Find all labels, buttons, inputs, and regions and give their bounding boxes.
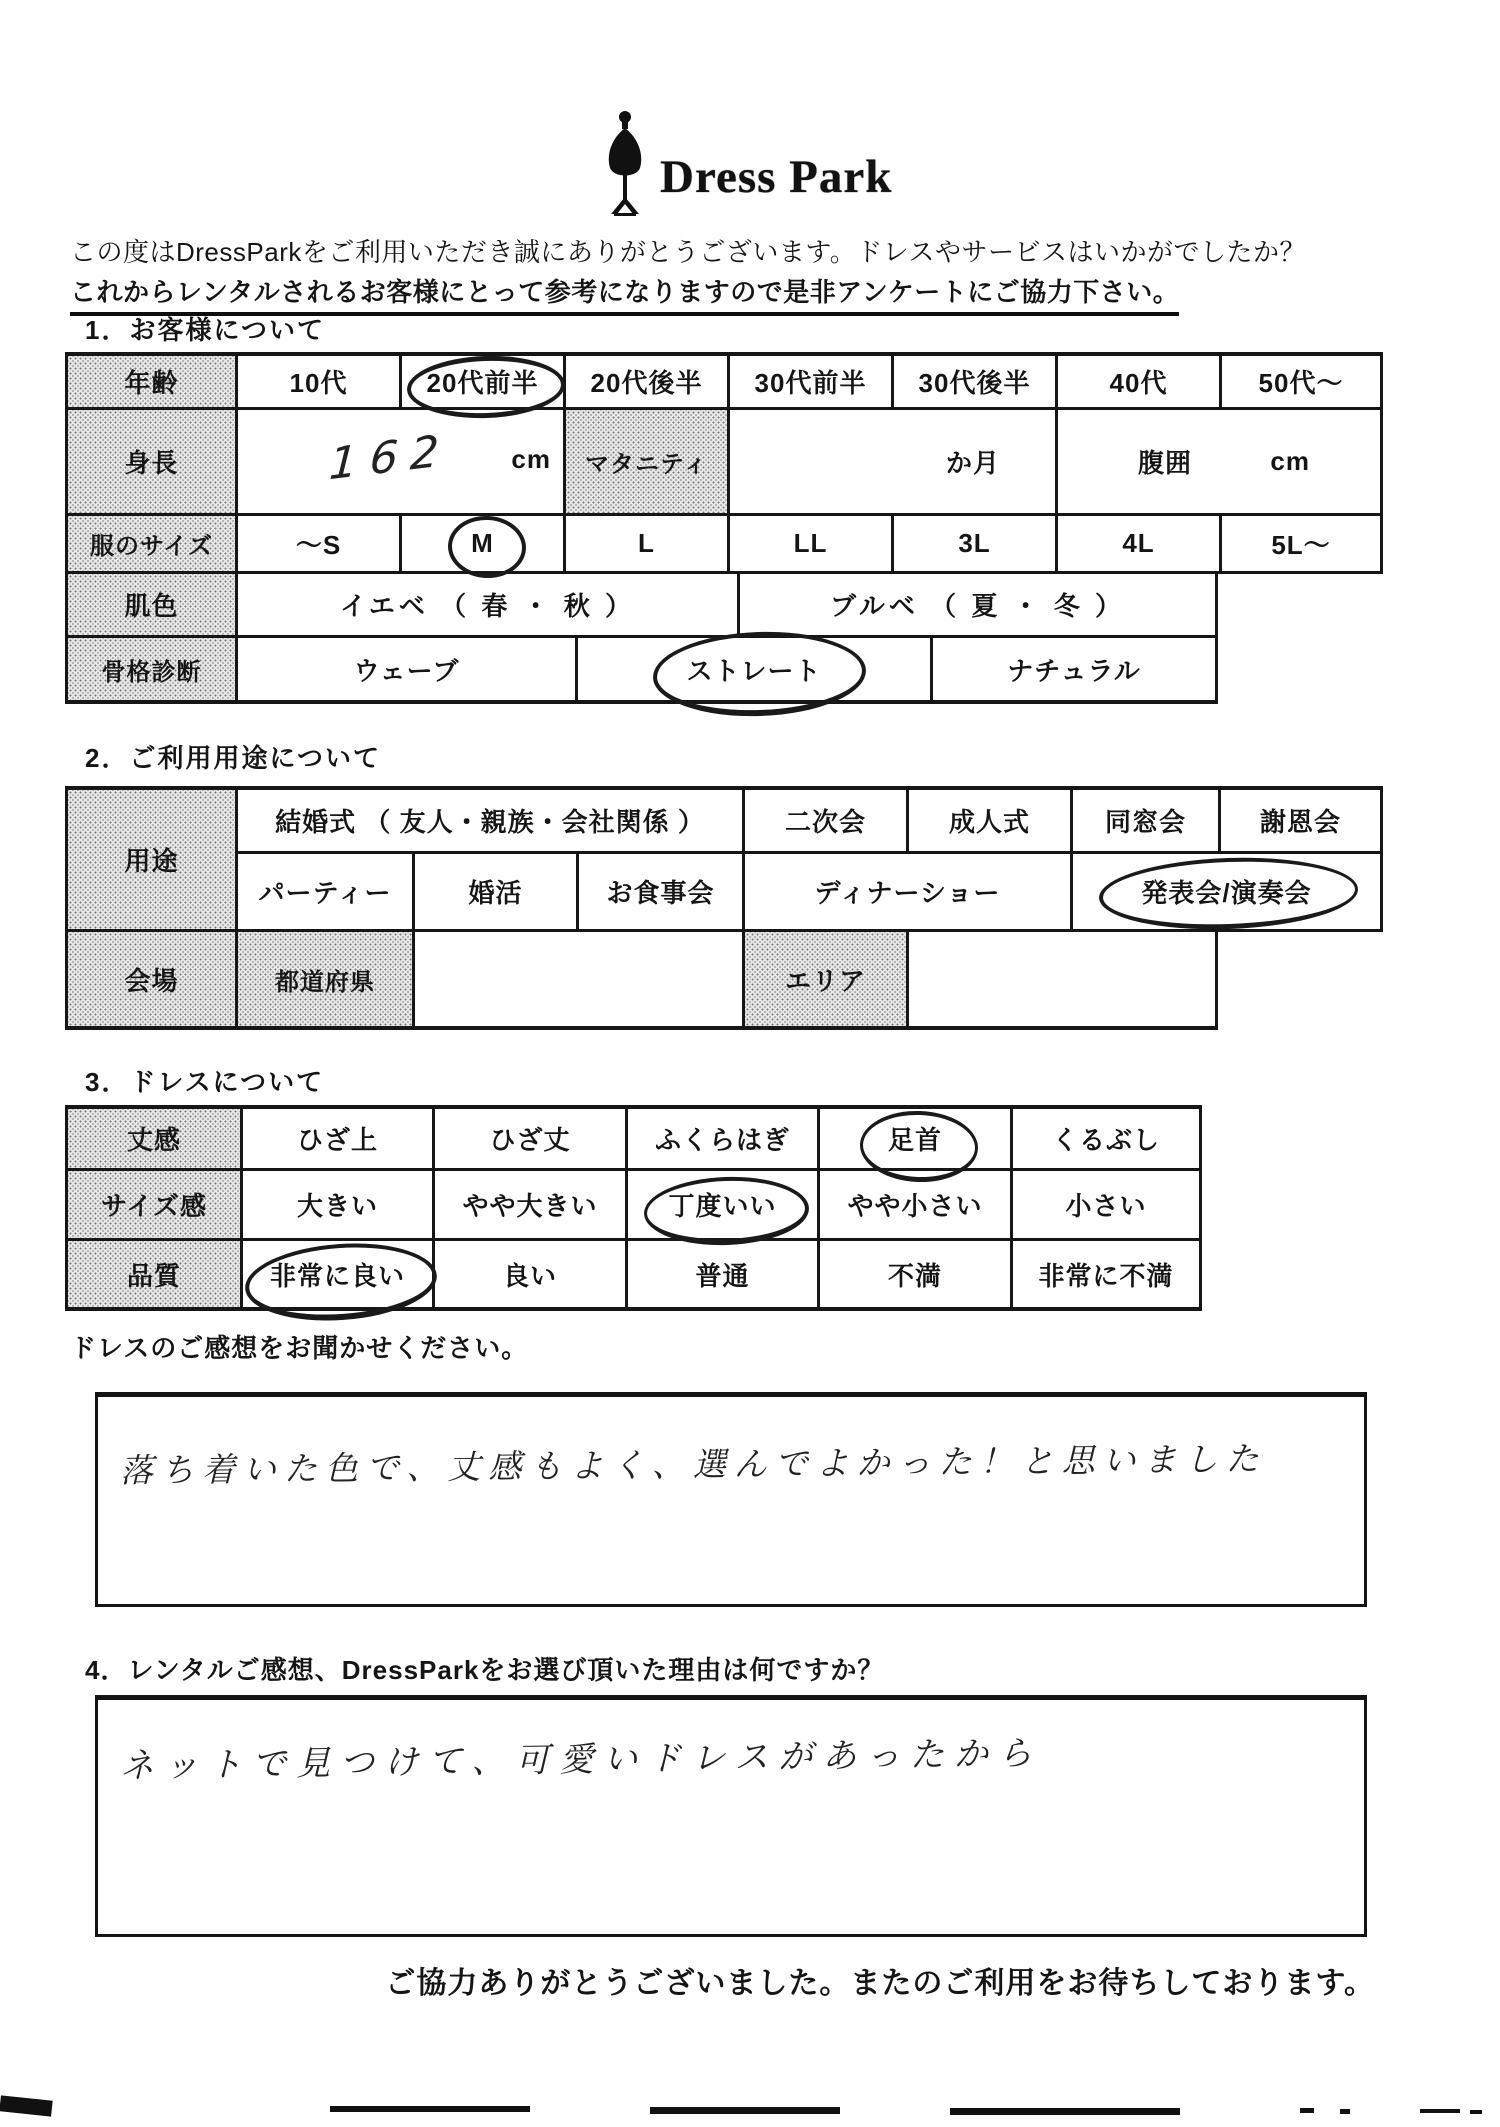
section2-title: 2．ご利用用途について <box>85 743 381 773</box>
frame-option-natural: ナチュラル <box>930 638 1218 704</box>
section4-title: 4．レンタルご感想、DressParkをお選び頂いた理由は何ですか？ <box>85 1655 885 1685</box>
logo <box>598 110 892 225</box>
purpose-row-1 <box>235 786 1383 854</box>
frame-row-label: 骨格診断 <box>65 638 235 704</box>
purpose-option-coming-of-age: 成人式 <box>906 786 1070 854</box>
venue-row <box>65 932 1383 1030</box>
size-row-label: 服のサイズ <box>65 516 235 574</box>
waist-unit: cm <box>1270 446 1310 476</box>
size-option-4l: 4L <box>1055 516 1219 574</box>
quality-option-very-good: 非常に良い <box>240 1241 432 1311</box>
purpose-option-thanks-party: 謝恩会 <box>1218 786 1383 854</box>
size-option-ll: LL <box>727 516 891 574</box>
length-row <box>65 1105 1202 1171</box>
purpose-row-label: 用途 <box>65 786 235 932</box>
fit-option-just-right: 丁度いい <box>625 1171 817 1241</box>
purpose-option-wedding: 結婚式 （ 友人・親族・会社関係 ） <box>235 786 742 854</box>
age-option-late30s: 30代後半 <box>891 352 1055 410</box>
size-option-5l: 5L～ <box>1219 516 1383 574</box>
venue-prefecture-blank <box>412 932 742 1030</box>
purpose-option-reunion: 同窓会 <box>1070 786 1218 854</box>
venue-area-blank <box>906 932 1218 1030</box>
height-unit: cm <box>511 444 551 474</box>
dress-form-icon <box>598 110 652 225</box>
purpose-option-konkatsu: 婚活 <box>412 854 576 932</box>
quality-option-normal: 普通 <box>625 1241 817 1311</box>
customer-table <box>65 352 1383 704</box>
venue-prefecture-label: 都道府県 <box>235 932 412 1030</box>
size-option-3l: 3L <box>891 516 1055 574</box>
purpose-option-dinner-show: ディナーショー <box>742 854 1070 932</box>
age-option-50s: 50代～ <box>1219 352 1383 410</box>
size-row <box>65 516 1383 574</box>
size-option-m: M <box>399 516 563 574</box>
fit-row-label: サイズ感 <box>65 1171 240 1241</box>
age-option-early20s: 20代前半 <box>399 352 563 410</box>
skin-option-blue-base: ブルベ （ 夏 ・ 冬 ） <box>737 574 1218 638</box>
section3-title: 3．ドレスについて <box>85 1067 325 1097</box>
waist-label: 腹囲 <box>1138 448 1193 478</box>
purpose-option-dinner: お食事会 <box>576 854 742 932</box>
dress-table <box>65 1105 1202 1311</box>
age-option-10s: 10代 <box>235 352 399 410</box>
quality-row <box>65 1241 1202 1311</box>
maternity-label-cell: マタニティ <box>563 410 727 516</box>
length-option-ankle: 足首 <box>817 1105 1010 1171</box>
purpose-option-recital: 発表会/演奏会 <box>1070 854 1383 932</box>
skin-option-yellow-base: イエベ （ 春 ・ 秋 ） <box>235 574 737 638</box>
purpose-table <box>65 786 1383 1030</box>
scan-artifact <box>1300 2108 1314 2113</box>
quality-option-good: 良い <box>432 1241 625 1311</box>
skin-row <box>65 574 1383 638</box>
size-option-l: L <box>563 516 727 574</box>
size-option-s: ～S <box>235 516 399 574</box>
length-row-label: 丈感 <box>65 1105 240 1171</box>
length-option-knee: ひざ丈 <box>432 1105 625 1171</box>
height-value-cell <box>235 410 563 516</box>
intro-line-1: この度はDressParkをご利用いただき誠にありがとうございます。ドレスやサービスはいかがでしたか？ <box>70 237 1306 267</box>
dress-comment-box <box>95 1392 1367 1607</box>
section1-title: 1．お客様について <box>85 315 325 345</box>
fit-row <box>65 1171 1202 1241</box>
footer-thanks-message: ご協力ありがとうございました。またのご利用をお待ちしております。 <box>385 1967 1375 2000</box>
frame-option-straight: ストレート <box>575 638 930 704</box>
height-row <box>65 410 1383 516</box>
age-option-late20s: 20代後半 <box>563 352 727 410</box>
frame-row <box>65 638 1383 704</box>
scan-artifact <box>0 2095 53 2116</box>
venue-row-label: 会場 <box>65 932 235 1030</box>
waist-cell <box>1055 410 1383 516</box>
scan-artifact <box>1470 2110 1482 2114</box>
purpose-option-party: パーティー <box>235 854 412 932</box>
skin-row-label: 肌色 <box>65 574 235 638</box>
length-option-calf: ふくらはぎ <box>625 1105 817 1171</box>
quality-option-very-unsatisfied: 非常に不満 <box>1010 1241 1202 1311</box>
frame-option-wave: ウェーブ <box>235 638 575 704</box>
reason-comment-box <box>95 1695 1367 1937</box>
purpose-row-2 <box>235 854 1383 932</box>
age-row-label: 年齢 <box>65 352 235 410</box>
fit-option-small: 小さい <box>1010 1171 1202 1241</box>
scan-artifact <box>330 2106 530 2112</box>
height-row-label: 身長 <box>65 410 235 516</box>
purpose-option-afterparty: 二次会 <box>742 786 906 854</box>
handwritten-dress-comment: 落ち着いた色で、丈感もよく、選んでよかった！と思いました <box>119 1438 1267 1491</box>
venue-area-label: エリア <box>742 932 906 1030</box>
fit-option-bit-small: やや小さい <box>817 1171 1010 1241</box>
handwritten-height-value: 162 <box>327 424 453 491</box>
quality-option-unsatisfied: 不満 <box>817 1241 1010 1311</box>
age-option-40s: 40代 <box>1055 352 1219 410</box>
scan-artifact <box>950 2108 1180 2115</box>
handwritten-reason-comment: ネットで見つけて、可愛いドレスがあったから <box>119 1733 1043 1787</box>
scan-artifact <box>650 2107 840 2114</box>
maternity-months-cell: か月 <box>727 410 1055 516</box>
fit-option-bit-big: やや大きい <box>432 1171 625 1241</box>
age-row <box>65 352 1383 410</box>
length-option-anklebone: くるぶし <box>1010 1105 1202 1171</box>
intro-line-2: これからレンタルされるお客様にとって参考になりますので是非アンケートにご協力下さい。 <box>70 272 1179 316</box>
brand-name: Dress Park <box>660 150 893 203</box>
age-option-early30s: 30代前半 <box>727 352 891 410</box>
quality-row-label: 品質 <box>65 1241 240 1311</box>
scan-artifact <box>1340 2109 1350 2114</box>
dress-comment-prompt: ドレスのご感想をお聞かせください。 <box>70 1333 529 1363</box>
fit-option-big: 大きい <box>240 1171 432 1241</box>
scan-artifact <box>1420 2109 1460 2113</box>
length-option-above-knee: ひざ上 <box>240 1105 432 1171</box>
